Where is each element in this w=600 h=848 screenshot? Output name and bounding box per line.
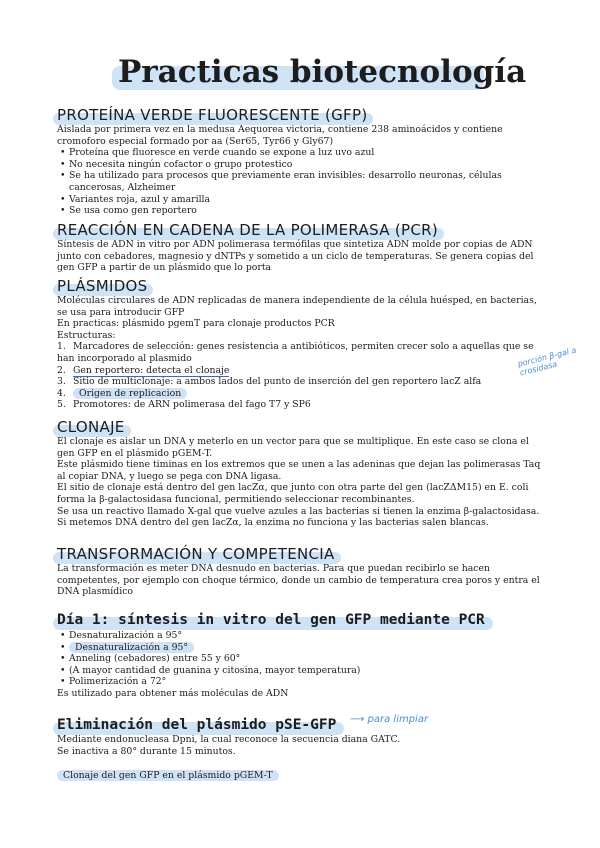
section-heading-clonaje: CLONAJE xyxy=(57,418,125,436)
list-item: • Variantes roja, azul y amarilla xyxy=(57,194,549,206)
list-item: • Desnaturalización a 95° xyxy=(57,642,549,654)
list-item: 3. Sitio de multiclonaje: a ambos lados del punto de inserción del gen reportero lacZ alfa xyxy=(57,376,482,388)
dia1-text: Es utilizado para obtener más moléculas de ADN xyxy=(57,687,289,699)
gfp-section xyxy=(57,124,549,217)
list-item: • No necesita ningún cofactor o grupo protestico xyxy=(57,159,549,171)
list-item: 4. Origen de replicacion xyxy=(57,388,549,400)
gfp-intro: Aislada por primera vez en la medusa Aequorea victoria, contiene 238 aminoácidos y contiene cromoforo especial formado por aa (Ser65, Tyr66 y Gly67) xyxy=(57,124,503,147)
clonaje-line: El clonaje es aislar un DNA y meterlo en un vector para que se multiplique. En este caso se clona el gen GFP en el plásmido pGEM-T. xyxy=(57,436,529,459)
plasmidos-section xyxy=(57,295,549,411)
list-item: 2. Gen reportero: detecta el clonaje xyxy=(57,364,230,376)
arrow-icon: ⟶ xyxy=(350,714,368,725)
section-heading-pcr: REACCIÓN EN CADENA DE LA POLIMERASA (PCR) xyxy=(57,221,438,239)
section-heading-plasmidos: PLÁSMIDOS xyxy=(57,277,147,295)
clonaje-line: Se usa un reactivo llamado X-gal que vuelve azules a las bacterias si tienen la enzima β-galactosidasa. xyxy=(57,505,540,517)
transformacion-text: La transformación es meter DNA desnudo en bacterias. Para que puedan recibirlo se hacen competentes, por ejemplo con choque térmico, donde un cambio de temperatura crea poros y entra el DNA plasmídico xyxy=(57,563,540,598)
footer-text: Clonaje del gen GFP en el plásmido pGEM-T xyxy=(57,770,279,781)
list-item: • Proteína que fluoresce en verde cuando se expone a luz uvo azul xyxy=(57,147,549,159)
clonaje-line: Este plásmido tiene timinas en los extremos que se unen a las adeninas que dejan las polimerasas Taq al copiar DNA, y luego se pega con DNA ligasa. xyxy=(57,459,541,482)
list-item: • Se ha utilizado para procesos que previamente eran invisibles: desarrollo neuronas, células cancerosas, Alzheimer xyxy=(57,170,549,193)
page-title: Practicas biotecnología xyxy=(118,54,527,90)
plasmidos-text-1: Moléculas circulares de ADN replicadas de manera independiente de la célula huésped, en bacterias, se usa para introducir GFP xyxy=(57,295,537,318)
pcr-text: Síntesis de ADN in vitro por ADN polimerasa termófilas que sintetiza ADN molde por copias de ADN junto con cebadores, magnesio y dNTPs y sometido a un ciclo de temperaturas. Se genera copias del gen GFP a partir de un plásmido que lo porta xyxy=(57,239,534,274)
dia1-section xyxy=(57,630,549,700)
eliminacion-section xyxy=(57,734,549,757)
plasmidos-text-2: En practicas: plásmido pgemT para clonaje productos PCR xyxy=(57,318,335,330)
eliminacion-text-2: Se inactiva a 80° durante 15 minutos. xyxy=(57,745,236,757)
clonaje-line: Si metemos DNA dentro del gen lacZα, la enzima no funciona y las bacterias salen blancas. xyxy=(57,517,489,529)
list-item: • Anneling (cebadores) entre 55 y 60° xyxy=(57,653,549,665)
plasmidos-text-3: Estructuras: xyxy=(57,329,116,341)
footer-section xyxy=(57,770,549,782)
pcr-section xyxy=(57,239,549,274)
section-heading-transformacion: TRANSFORMACIÓN Y COMPETENCIA xyxy=(57,545,335,563)
list-item: 1. Marcadores de selección: genes resistencia a antibióticos, permiten crecer solo a aquellas que se han incorporado al plasmido xyxy=(57,341,534,364)
clonaje-section xyxy=(57,436,549,529)
transformacion-section xyxy=(57,563,549,598)
clonaje-line: El sitio de clonaje está dentro del gen lacZα, que junto con otra parte del gen (lacZΔM15) en E. coli forma la β-galactosidasa funcional, permitiendo seleccionar recombinantes. xyxy=(57,482,529,505)
eliminacion-text-1: Mediante endonucleasa Dpni, la cual reconoce la secuencia diana GATC. xyxy=(57,734,401,745)
handwritten-note-porcion: porción β-gal a crosidasa xyxy=(516,345,578,378)
section-heading-eliminacion: Eliminación del plásmido pSE-GFP xyxy=(57,716,336,734)
list-item: 5. Promotores: de ARN polimerasa del fago T7 y SP6 xyxy=(57,399,311,411)
section-heading-gfp: PROTEÍNA VERDE FLUORESCENTE (GFP) xyxy=(57,106,367,124)
list-item: • (A mayor cantidad de guanina y citosina, mayor temperatura) xyxy=(57,665,549,677)
list-item: • Se usa como gen reportero xyxy=(57,205,549,217)
section-heading-dia1: Día 1: síntesis in vitro del gen GFP mediante PCR xyxy=(57,611,485,629)
list-item: • Polimerización a 72° xyxy=(57,676,549,688)
handwritten-note-para-limpiar: ⟶ para limpiar xyxy=(350,714,429,725)
list-item: • Desnaturalización a 95° xyxy=(57,630,549,642)
